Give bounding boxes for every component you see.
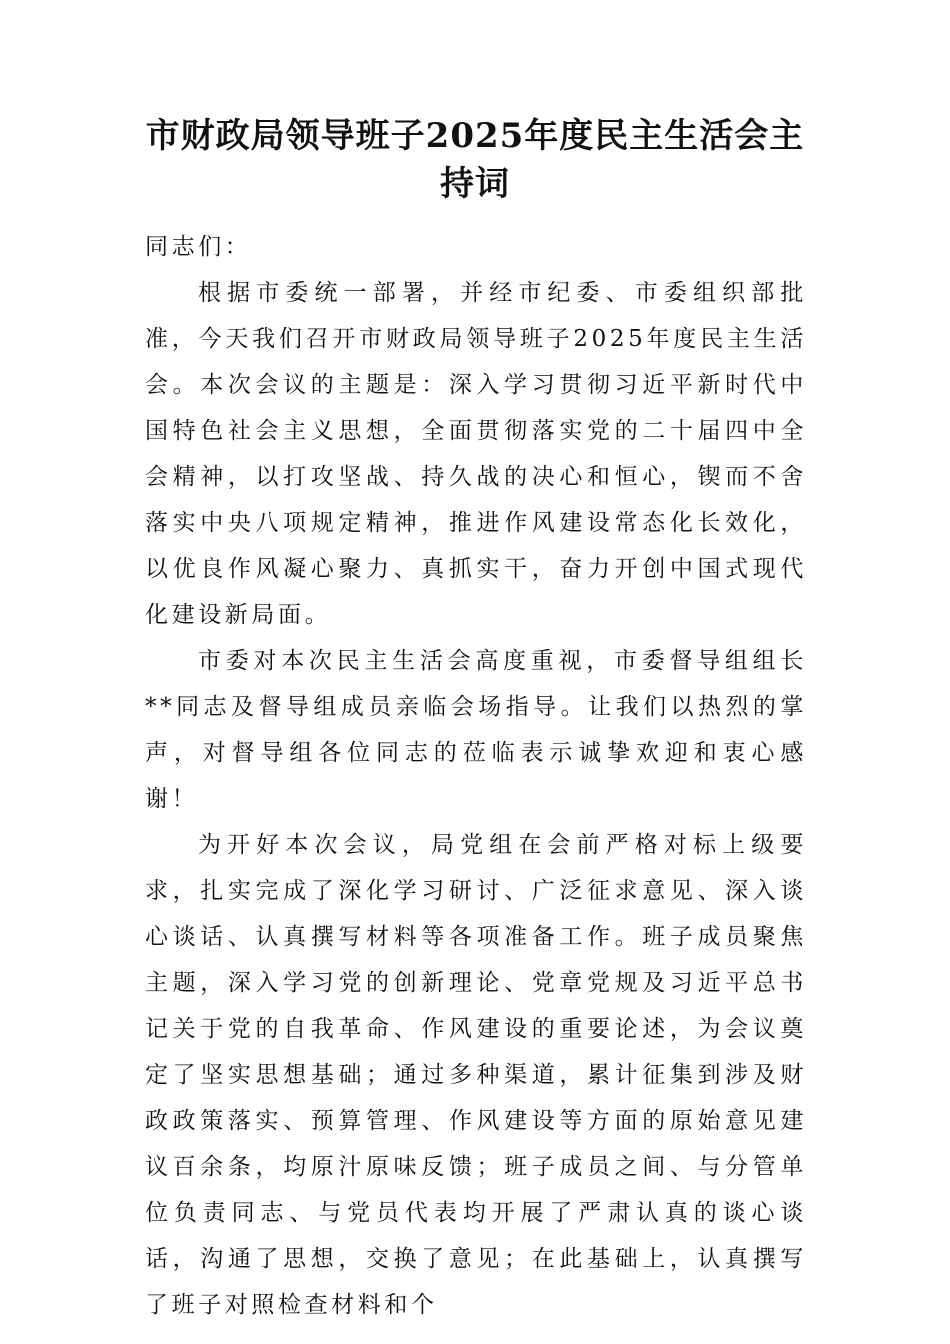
paragraph-3: 为开好本次会议，局党组在会前严格对标上级要求，扎实完成了深化学习研讨、广泛征求意见、深入谈心谈话、认真撰写材料等各项准备工作。班子成员聚焦主题，深入学习党的创新理论、党章党规及习近平总书记关于党的自我革命、作风建设的重要论述，为会议奠定了坚实思想基础；通过多种渠道，累计征集到涉及财政政策落实、预算管理、作风建设等方面的原始意见建议百余条，均原汁原味反馈；班子成员之间、与分管单位负责同志、与党员代表均开展了严肃认真的谈心谈话，沟通了思想，交换了意见；在此基础上，认真撰写了班子对照检查材料和个: [145, 832, 807, 1318]
document-body: [145, 224, 807, 1328]
paragraph-1: 根据市委统一部署，并经市纪委、市委组织部批准，今天我们召开市财政局领导班子2025年度民主生活会。本次会议的主题是：深入学习贯彻习近平新时代中国特色社会主义思想，全面贯彻落实党的二十届四中全会精神，以打攻坚战、持久战的决心和恒心，锲而不舍落实中央八项规定精神，推进作风建设常态化长效化，以优良作风凝心聚力、真抓实干，奋力开创中国式现代化建设新局面。: [145, 280, 807, 628]
document-title: 市财政局领导班子2025年度民主生活会主持词: [145, 116, 805, 204]
paragraph-2: 市委对本次民主生活会高度重视，市委督导组组长**同志及督导组成员亲临会场指导。让我们以热烈的掌声，对督导组各位同志的莅临表示诚挚欢迎和衷心感谢！: [145, 648, 807, 812]
salutation: 同志们：: [145, 234, 252, 260]
